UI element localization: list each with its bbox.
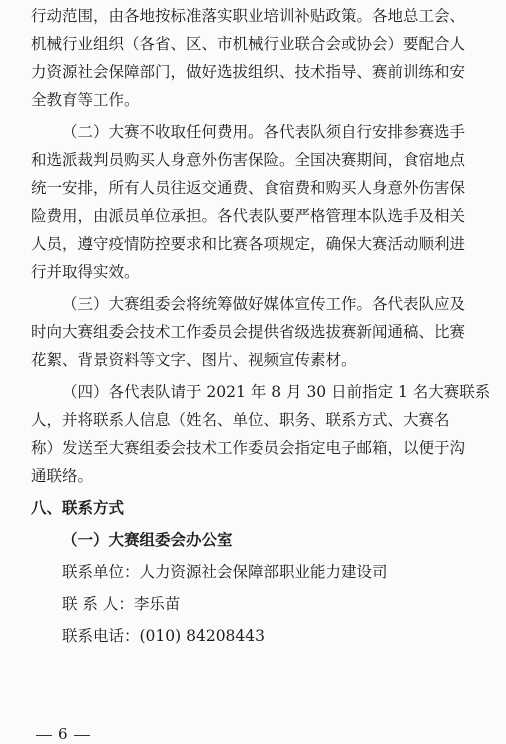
paragraph-line: 人员，遵守疫情防控要求和比赛各项规定，确保大赛活动顺利进 xyxy=(31,235,466,253)
paragraph-line: 统一安排，所有人员往返交通费、食宿费和购买人身意外伤害保 xyxy=(31,179,466,197)
dash-left xyxy=(36,735,52,736)
paragraph-line: 机械行业组织（各省、区、市机械行业联合会或协会）要配合人 xyxy=(31,35,466,53)
contact-phone: 联系电话：(010) 84208443 xyxy=(62,627,265,645)
section-heading: 八、联系方式 xyxy=(31,499,125,517)
paragraph-line: 称）发送至大赛组委会技术工作委员会指定电子邮箱，以便于沟 xyxy=(31,439,466,457)
paragraph-line: 行并取得实效。 xyxy=(31,263,140,281)
paragraph-line: （四）各代表队请于 2021 年 8 月 30 日前指定 1 名大赛联系 xyxy=(62,383,491,401)
contact-unit: 联系单位：人力资源社会保障部职业能力建设司 xyxy=(62,563,388,581)
paragraph-line: 险费用，由派员单位承担。各代表队要严格管理本队选手及相关 xyxy=(31,207,466,225)
paragraph-line: 花絮、背景资料等文字、图片、视频宣传素材。 xyxy=(31,351,357,369)
page-number: 6 xyxy=(58,725,68,743)
paragraph-line: 力资源社会保障部门，做好选拔组织、技术指导、赛前训练和安 xyxy=(31,63,466,81)
paragraph-line: 行动范围，由各地按标准落实职业培训补贴政策。各地总工会、 xyxy=(31,7,466,25)
paragraph-line: （三）大赛组委会将统筹做好媒体宣传工作。各代表队应及 xyxy=(62,295,466,313)
paragraph-line: 人，并将联系人信息（姓名、单位、职务、联系方式、大赛名 xyxy=(31,411,450,429)
page-footer xyxy=(30,724,96,744)
subsection-heading: （一）大赛组委会办公室 xyxy=(62,531,233,549)
paragraph-line: 通联络。 xyxy=(31,467,94,485)
contact-person: 联 系 人：李乐苗 xyxy=(62,595,181,613)
paragraph-line: 全教育等工作。 xyxy=(31,91,140,109)
dash-right xyxy=(74,735,90,736)
paragraph-line: （二）大赛不收取任何费用。各代表队须自行安排参赛选手 xyxy=(62,123,466,141)
paragraph-line: 和选派裁判员购买人身意外伤害保险。全国决赛期间，食宿地点 xyxy=(31,151,466,169)
paragraph-line: 时向大赛组委会技术工作委员会提供省级选拔赛新闻通稿、比赛 xyxy=(31,323,466,341)
